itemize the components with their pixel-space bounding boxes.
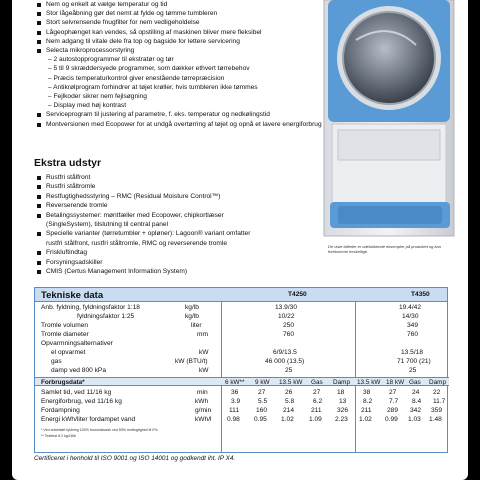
- cell: 0.98: [227, 416, 240, 423]
- cell: 26: [285, 389, 293, 396]
- table-row: [35, 313, 449, 321]
- cell: 211: [361, 407, 372, 414]
- row-value-t4350: 14/30: [402, 313, 419, 320]
- row-label: Tromle volumen: [41, 322, 89, 329]
- cell: 11.7: [433, 398, 446, 405]
- row-unit: kW (BTU/t): [175, 358, 208, 365]
- row-value-t4250: 250: [283, 322, 295, 329]
- image-caption: De viste billeder er udelukkende eksempler på produktet og kan forekomme forskellige.: [328, 244, 441, 254]
- consumption-col: 13.5 kW: [357, 379, 381, 386]
- table-row: [35, 398, 449, 406]
- cell: 24: [412, 389, 420, 396]
- ekstra-item: Friskluftindtag: [36, 248, 316, 257]
- table-row: [35, 367, 449, 375]
- cell: 1.03: [408, 416, 421, 423]
- feature-list: [36, 0, 336, 129]
- row-unit: kWh/l: [195, 416, 212, 423]
- cell: 342: [410, 407, 422, 414]
- cell: 36: [231, 389, 239, 396]
- cell: 5.8: [285, 398, 295, 405]
- consumption-label: Forbrugsdata*: [41, 379, 85, 386]
- consumption-header: [35, 377, 449, 386]
- cell: 111: [229, 407, 240, 414]
- row-label: gas: [51, 358, 62, 365]
- cell: 1.48: [429, 416, 442, 423]
- table-row: [35, 331, 449, 339]
- cell: 3.9: [231, 398, 241, 405]
- row-value-t4250: 46 000 (13.5): [265, 358, 305, 365]
- cell: 289: [387, 407, 399, 414]
- cell: 22: [433, 389, 441, 396]
- tech-table: [34, 287, 448, 453]
- consumption-col: Gas: [409, 379, 421, 386]
- table-row: [35, 304, 449, 312]
- row-unit: kW: [199, 367, 209, 374]
- table-row: [35, 349, 449, 357]
- cell: 18: [337, 389, 345, 396]
- row-label: Tromle diameter: [41, 331, 89, 338]
- ekstra-item: Rustfri ståltromle: [36, 182, 316, 191]
- table-row: [35, 358, 449, 366]
- consumption-col: Gas: [311, 379, 323, 386]
- row-value-t4350: 349: [407, 322, 419, 329]
- table-row: [35, 416, 449, 424]
- feature-item: Selecta mikroprocessorstyring: [36, 46, 336, 55]
- cell: 5.5: [258, 398, 268, 405]
- tech-title: Tekniske data: [41, 290, 104, 301]
- row-value-t4250: 10/22: [278, 313, 295, 320]
- feature-item: Stort selvrensende fnugfilter for nem vedligeholdelse: [36, 18, 336, 27]
- table-row: [35, 340, 449, 348]
- cell: 1.09: [309, 416, 322, 423]
- ekstra-item: Forsyningsadskiller: [36, 258, 316, 267]
- row-value-t4350: 25: [409, 367, 417, 374]
- cell: 27: [313, 389, 321, 396]
- consumption-col: 13.5 kW: [279, 379, 303, 386]
- sub-feature-item: – Fejlkoder sikrer nem fejlsøgning: [48, 93, 147, 101]
- ekstra-item: CMIS (Certus Management Information System): [36, 267, 316, 276]
- row-value-t4250: 25: [285, 367, 293, 374]
- cell: 326: [337, 407, 349, 414]
- cell: 211: [311, 407, 322, 414]
- row-value-t4350: 71 700 (21): [397, 358, 431, 365]
- sub-feature-item: – Display med høj kontrast: [48, 102, 127, 110]
- ekstra-item: Reverserende tromle: [36, 201, 316, 210]
- row-value-t4350: 19.4/42: [399, 304, 421, 311]
- feature-item: Montversionen med Ecopower for at undgå overtørring af tøjet og opnå et lavere energiforbrug: [36, 120, 336, 129]
- feature-item: Nem og enkelt at vælge temperatur og tid: [36, 0, 336, 9]
- tech-table-header: [35, 288, 447, 302]
- sub-feature-item: – Præcis temperaturkontrol giver enestående tørrepræcision: [48, 74, 225, 82]
- cell: 160: [256, 407, 268, 414]
- row-value-t4350: 13.5/18: [401, 349, 423, 356]
- row-label: Fordampning: [41, 407, 80, 414]
- sub-feature-item: – Antikrølprogram forhindrer at tøjet krøller, hvis tumbleren ikke tømmes: [48, 83, 258, 91]
- tumble-dryer-image: [316, 0, 464, 238]
- ekstra-heading: Ekstra udstyr: [34, 157, 102, 169]
- row-unit: mm: [197, 331, 208, 338]
- cell: 0.99: [385, 416, 398, 423]
- cell: 359: [431, 407, 443, 414]
- ekstra-item: Restfugtighedsstyring – RMC (Residual Moisture Control™): [36, 192, 316, 201]
- cell: 214: [283, 407, 295, 414]
- row-value-t4250: 760: [283, 331, 295, 338]
- cell: 8.2: [363, 398, 373, 405]
- ekstra-item: Rustfri stålfront: [36, 173, 316, 182]
- cell: 38: [363, 389, 371, 396]
- feature-item: Serviceprogram til justering af parametre, f. eks. temperatur og nedkølingstid: [36, 110, 336, 119]
- footnote: ** Testtest 8.2 kg/18lb: [41, 434, 76, 438]
- row-unit: liter: [191, 322, 202, 329]
- table-row: [35, 407, 449, 415]
- ekstra-item: Specielle varianter (tørretumbler + opløner): Lagoon® variant omfatter: [36, 229, 316, 238]
- row-unit: kWh: [195, 398, 209, 405]
- cell: 7.7: [389, 398, 399, 405]
- row-label: el opvarmet: [51, 349, 86, 356]
- feature-item: Lågeophænget kan vendes, så opstilling af maskinen bliver mere fleksibel: [36, 28, 336, 37]
- ekstra-item: rustfri stålfront, rustfri ståltromle, RMC og reverserende tromle: [46, 239, 228, 247]
- certification-text: Certificeret i henhold til ISO 9001 og ISO 14001 og godkendt iht. IP X4.: [34, 455, 236, 462]
- row-label: damp ved 800 kPa: [51, 367, 106, 374]
- table-row: [35, 322, 449, 330]
- cell: 1.02: [281, 416, 294, 423]
- model-t4250: T4250: [288, 291, 307, 298]
- row-label: Energi kWh/liter fordampet vand: [41, 416, 136, 423]
- row-label: Anb. fyldning, fyldningsfaktor 1:18: [41, 304, 140, 311]
- consumption-col: 6 kW**: [225, 379, 245, 386]
- consumption-col: 18 kW: [386, 379, 405, 386]
- ekstra-item: Betalingssystemer: møntfæller med Ecopower, chipkortlæser: [36, 211, 316, 220]
- feature-item: Nem adgang til vitale dele fra top og bagside for lettere servicering: [36, 37, 336, 46]
- sub-feature-item: – 5 til 9 skræddersyede programmer, som dækker ethvert tørrebehov: [48, 65, 250, 73]
- cell: 8.4: [412, 398, 422, 405]
- row-label: Samlet tid, ved 11/16 kg: [41, 389, 112, 396]
- row-label: Opvarmningsalternativer: [41, 340, 113, 347]
- consumption-col: Damp: [333, 379, 351, 386]
- brochure-page: [12, 0, 468, 480]
- row-unit: kg/lb: [185, 304, 199, 311]
- cell: 6.2: [313, 398, 323, 405]
- row-unit: kg/lb: [185, 313, 199, 320]
- row-value-t4250: 13.9/30: [275, 304, 297, 311]
- cell: 27: [258, 389, 266, 396]
- table-row: [35, 389, 449, 397]
- row-unit: min: [197, 389, 208, 396]
- ekstra-list: [36, 173, 316, 276]
- cell: 2.23: [335, 416, 348, 423]
- cell: 0.95: [254, 416, 267, 423]
- consumption-col: 9 kW: [255, 379, 270, 386]
- row-unit: kW: [199, 349, 209, 356]
- consumption-col: Damp: [429, 379, 447, 386]
- footnote: * Ved anbefalet fyldning 100% bomuldsvask ved 50% restfugtighed til 0%.: [41, 428, 159, 432]
- cell: 1.02: [359, 416, 372, 423]
- row-label: Energiforbrug, ved 11/16 kg: [41, 398, 122, 405]
- sub-feature-item: – 2 autostopprogrammer til ekstratør og tør: [48, 56, 174, 64]
- cell: 13: [339, 398, 347, 405]
- ekstra-item: (SingleSystem), tilslutning til central panel: [46, 221, 169, 229]
- feature-item: Stor lågeåbning gør det nemt at fylde og tømme tumbleren: [36, 9, 336, 18]
- row-value-t4250: 6/9/13.5: [273, 349, 297, 356]
- row-label: fyldningsfaktor 1:25: [77, 313, 135, 320]
- cell: 27: [389, 389, 397, 396]
- row-unit: g/min: [195, 407, 212, 414]
- model-t4350: T4350: [411, 291, 430, 298]
- row-value-t4350: 760: [407, 331, 419, 338]
